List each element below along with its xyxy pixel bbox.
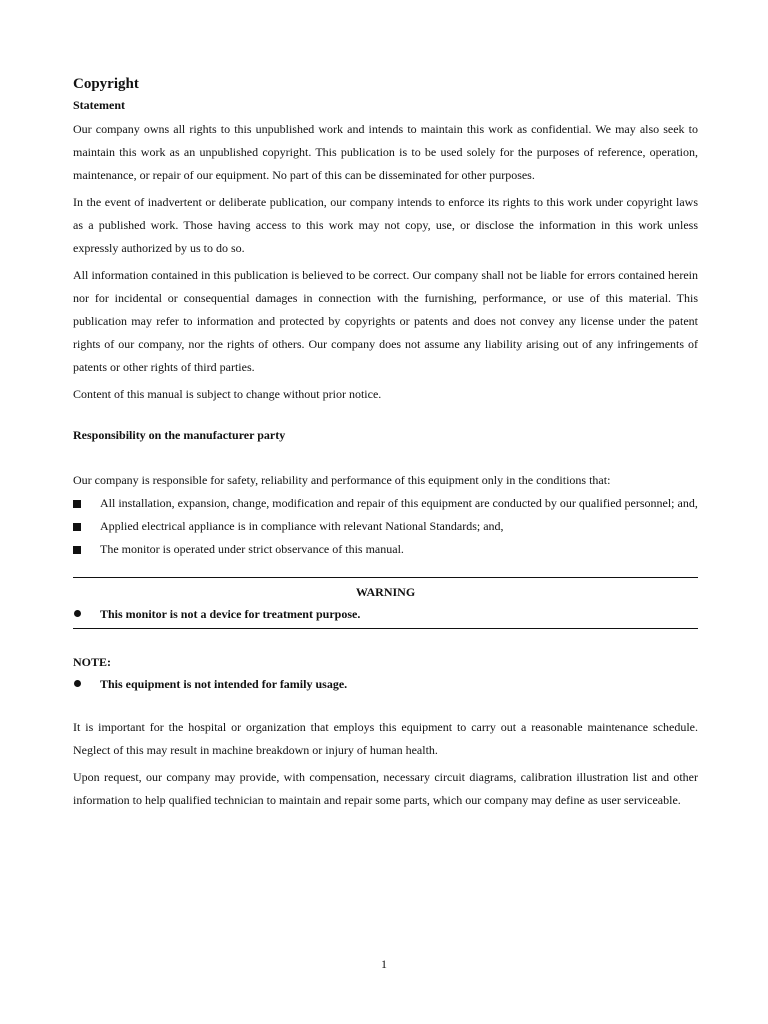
responsibility-intro: Our company is responsible for safety, reliability and performance of this equipment only in the conditions that:	[73, 473, 611, 487]
closing-paragraph: Upon request, our company may provide, with compensation, necessary circuit diagrams, calibration illustration list and other information to help qualified technician to maintain and repair some parts, which our company may define as user serviceable.	[73, 770, 698, 807]
spacer	[73, 448, 698, 469]
warning-item	[73, 603, 698, 625]
page-number: 1	[381, 957, 387, 971]
responsibility-list	[73, 492, 698, 561]
statement-paragraph: Content of this manual is subject to change without prior notice.	[73, 387, 382, 401]
statement-paragraph: Our company owns all rights to this unpublished work and intends to maintain this work as confidential. We may also seek to maintain this work as an unpublished copyright. This publication is to be used solely for the purposes of reference, operation, maintenance, or repair of our equipment. No part of this can be disseminated for other purposes.	[73, 122, 698, 182]
statement-paragraph: In the event of inadvertent or deliberate publication, our company intends to enforce its rights to this work under copyright laws as a published work. Those having access to this work may not copy, use, or disclose the information in this work unless expressly authorized by us to do so.	[73, 195, 698, 255]
responsibility-heading: Responsibility on the manufacturer party	[73, 428, 286, 442]
closing-paragraph: It is important for the hospital or organization that employs this equipment to carry out a reasonable maintenance schedule. Neglect of this may result in machine breakdown or injury of human health.	[73, 720, 698, 757]
note-item-text: This equipment is not intended for family usage.	[100, 677, 348, 691]
spacer	[73, 410, 698, 424]
list-item-text: Applied electrical appliance is in compliance with relevant National Standards; and,	[100, 519, 504, 533]
round-bullet-icon	[74, 680, 81, 687]
statement-heading: Statement	[73, 98, 125, 112]
page-content	[73, 74, 698, 816]
round-bullet-icon	[74, 610, 81, 617]
square-bullet-icon	[73, 500, 81, 508]
spacer	[73, 695, 698, 716]
statement-paragraph: All information contained in this publication is believed to be correct. Our company shall not be liable for errors contained herein nor for incidental or consequential damages in connection with the furnishing, performance, or use of this material. This publication may refer to information and protected by copyrights or patents and does not convey any license under the patent rights of our company, nor the rights of others. Our company does not assume any liability arising out of any infringements of patents or other rights of third parties.	[73, 268, 698, 374]
list-item-text: All installation, expansion, change, modification and repair of this equipment are conducted by our qualified personnel; and,	[100, 496, 698, 510]
list-item	[73, 538, 698, 561]
list-item-text: The monitor is operated under strict observance of this manual.	[100, 542, 404, 556]
square-bullet-icon	[73, 546, 81, 554]
list-item	[73, 492, 698, 515]
warning-item-text: This monitor is not a device for treatment purpose.	[100, 607, 361, 621]
warning-box	[73, 577, 698, 629]
list-item	[73, 515, 698, 538]
note-item	[73, 673, 698, 695]
warning-title: WARNING	[355, 585, 416, 599]
square-bullet-icon	[73, 523, 81, 531]
note-label: NOTE:	[73, 655, 112, 669]
page-title: Copyright	[73, 76, 139, 92]
